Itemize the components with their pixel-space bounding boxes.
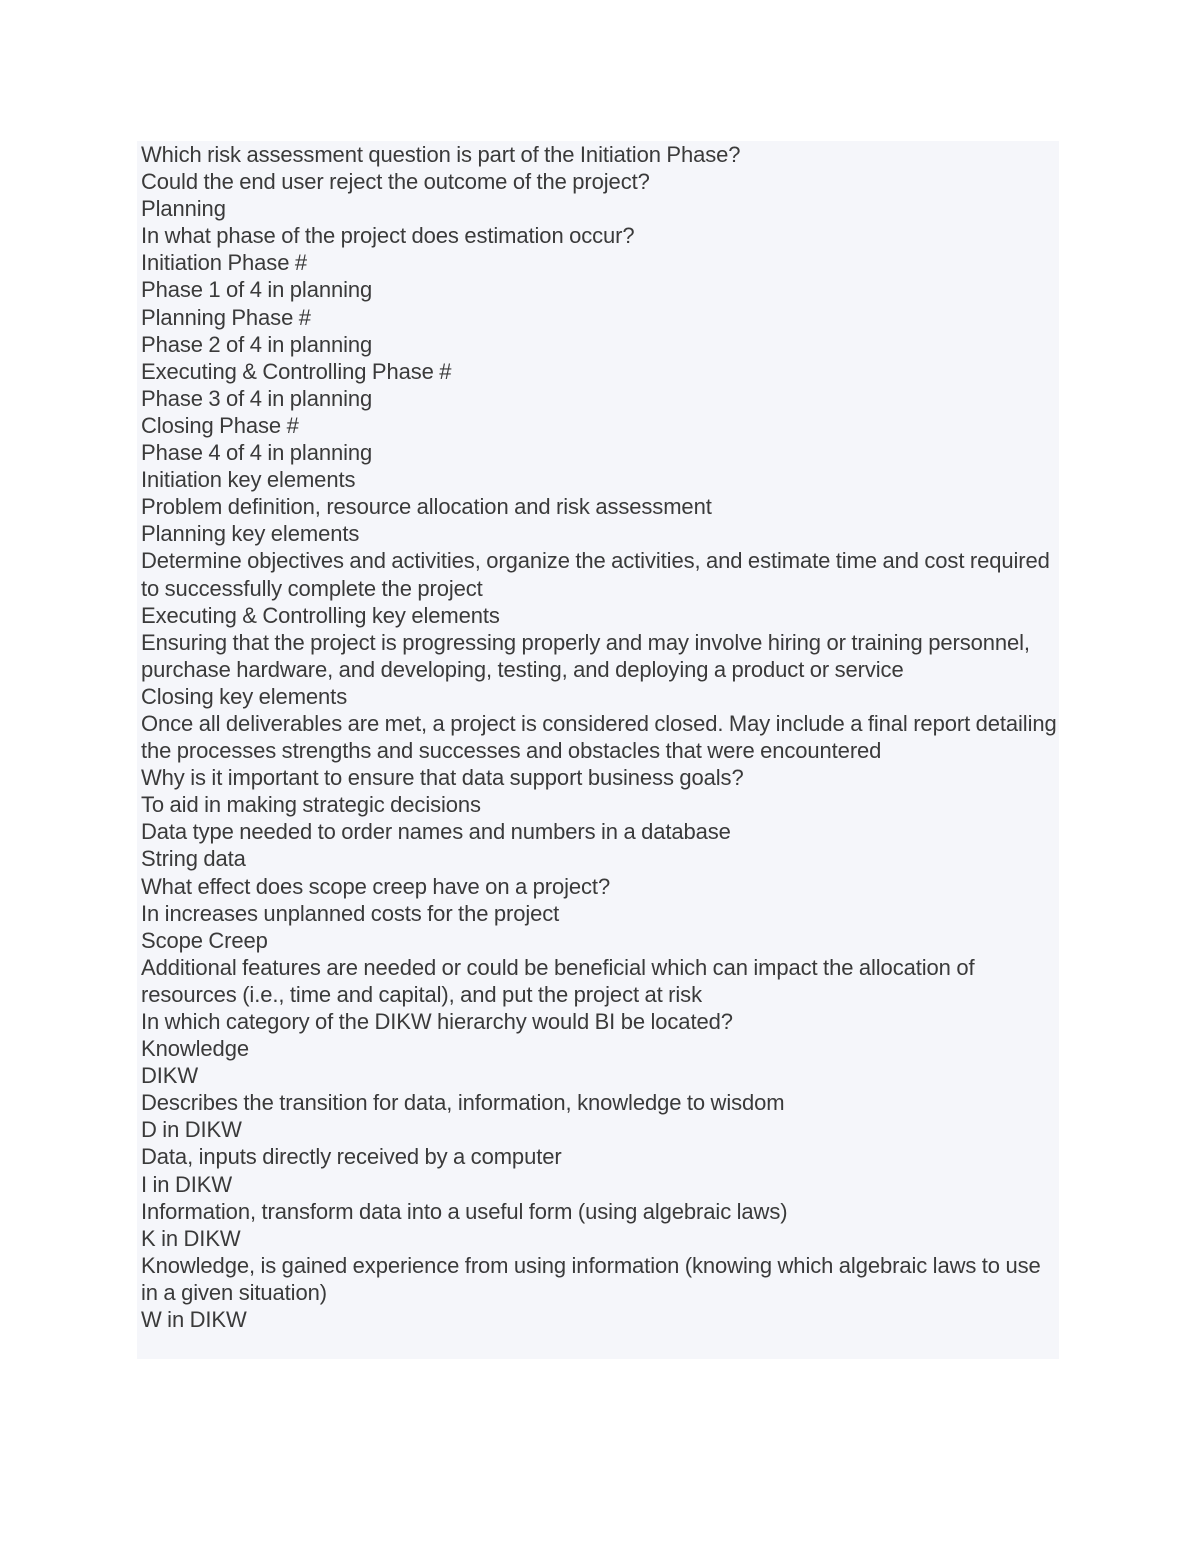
line-36: K in DIKW: [141, 1225, 241, 1251]
line-32: D in DIKW: [141, 1117, 242, 1143]
line-17: Ensuring that the project is progressing properly and may involve hiring or training personnel, purchase hardware, and developing, testing, and deploying a product or service: [141, 629, 1030, 682]
line-31: Describes the transition for data, information, knowledge to wisdom: [141, 1090, 785, 1116]
line-29: Knowledge: [141, 1036, 249, 1062]
line-13: Problem definition, resource allocation and risk assessment: [141, 494, 712, 520]
line-6: Planning Phase #: [141, 304, 311, 330]
line-25: In increases unplanned costs for the project: [141, 900, 560, 926]
line-20: Why is it important to ensure that data support business goals?: [141, 765, 744, 791]
line-2: Planning: [141, 196, 226, 222]
line-14: Planning key elements: [141, 521, 360, 547]
line-21: To aid in making strategic decisions: [141, 792, 481, 818]
line-9: Phase 3 of 4 in planning: [141, 385, 373, 411]
line-28: In which category of the DIKW hierarchy would BI be located?: [141, 1009, 733, 1034]
line-22: Data type needed to order names and numbers in a database: [141, 819, 731, 845]
text-content-block: [137, 141, 1059, 1359]
line-15: Determine objectives and activities, organize the activities, and estimate time and cost required to successfully complete the project: [141, 548, 1050, 601]
line-18: Closing key elements: [141, 683, 348, 709]
line-26: Scope Creep: [141, 927, 268, 953]
line-23: String data: [141, 846, 246, 872]
line-30: DIKW: [141, 1063, 199, 1089]
line-11: Phase 4 of 4 in planning: [141, 440, 373, 466]
line-10: Closing Phase #: [141, 412, 299, 438]
line-37: Knowledge, is gained experience from using information (knowing which algebraic laws to use in a given situation): [141, 1252, 1041, 1305]
line-7: Phase 2 of 4 in planning: [141, 331, 373, 357]
line-16: Executing & Controlling key elements: [141, 602, 500, 628]
line-19: Once all deliverables are met, a project is considered closed. May include a final report detailing the processes strengths and successes and obstacles that were encountered: [141, 710, 1057, 764]
line-34: I in DIKW: [141, 1171, 232, 1197]
line-3: In what phase of the project does estimation occur?: [141, 223, 635, 249]
line-33: Data, inputs directly received by a computer: [141, 1144, 562, 1170]
line-5: Phase 1 of 4 in planning: [141, 277, 373, 303]
line-1: Could the end user reject the outcome of the project?: [141, 169, 650, 195]
text-lines: [141, 141, 1059, 1333]
line-4: Initiation Phase #: [141, 250, 307, 276]
line-8: Executing & Controlling Phase #: [141, 358, 452, 384]
line-0: Which risk assessment question is part of the Initiation Phase?: [141, 142, 741, 167]
line-24: What effect does scope creep have on a project?: [141, 873, 611, 899]
line-38: W in DIKW: [141, 1307, 247, 1333]
line-12: Initiation key elements: [141, 467, 356, 493]
line-35: Information, transform data into a useful form (using algebraic laws): [141, 1198, 788, 1224]
line-27: Additional features are needed or could be beneficial which can impact the allocation of resources (i.e., time and capital), and put the project at risk: [141, 954, 975, 1007]
